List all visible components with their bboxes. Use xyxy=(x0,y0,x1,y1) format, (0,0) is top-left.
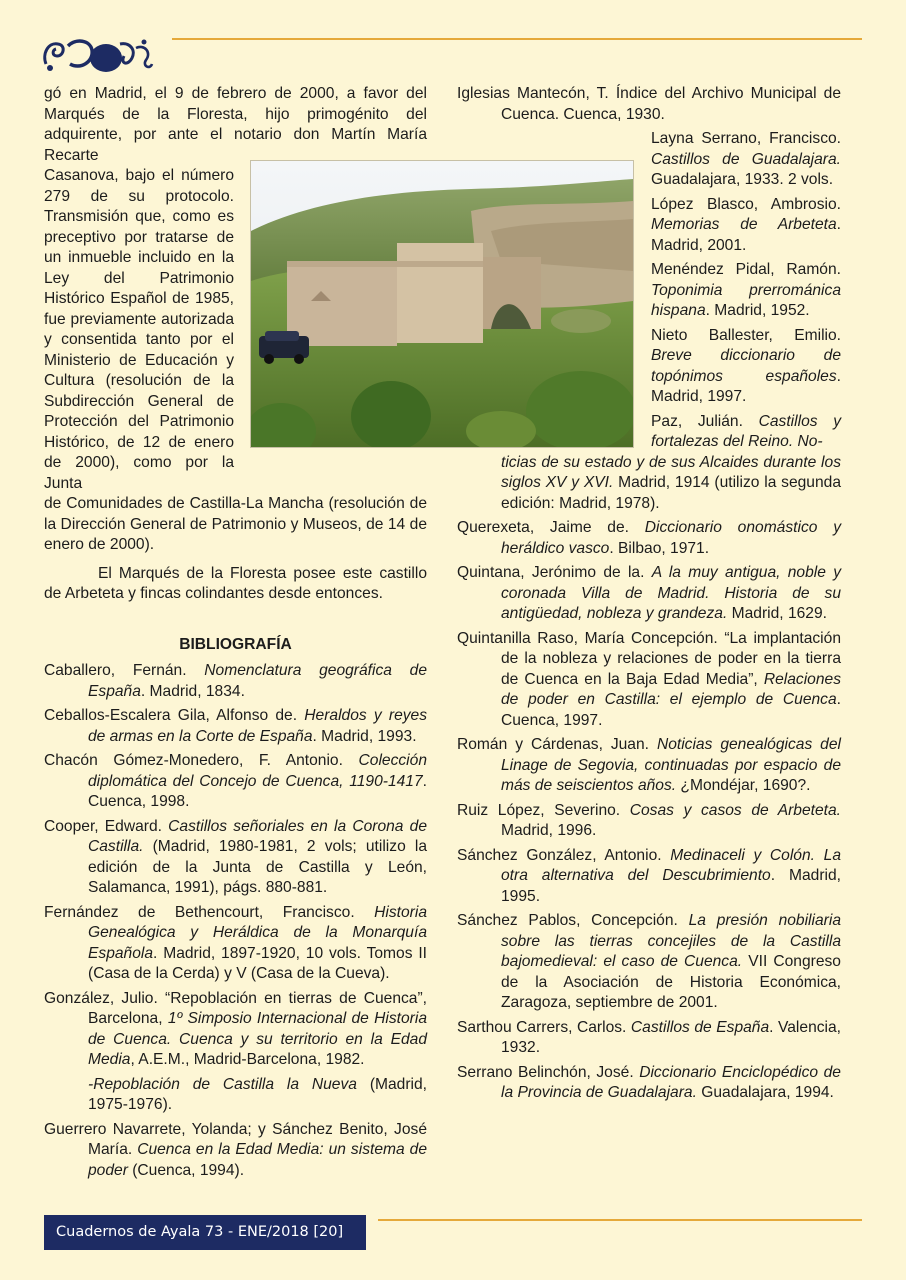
bib-entry-sub: -Repoblación de Castilla la Nueva (Madrid, 1975-1976). xyxy=(88,1075,428,1113)
bib-entry: Román y Cárdenas, Juan. Noticias genealógicas del Linage de Segovia, continuadas por espacio de más de seiscientos años. ¿Mondéjar, 1690?. xyxy=(457,736,841,794)
bibliography-title: BIBLIOGRAFÍA xyxy=(179,635,292,653)
bib-entry: Chacón Gómez-Monedero, F. Antonio. Colección diplomática del Concejo de Cuenca, 1190-1417. Cuenca, 1998. xyxy=(44,752,427,810)
bib-entry: Querexeta, Jaime de. Diccionario onomástico y heráldico vasco. Bilbao, 1971. xyxy=(457,519,841,557)
bib-entry: Ceballos-Escalera Gila, Alfonso de. Heraldos y reyes de armas en la Corte de España. Madrid, 1993. xyxy=(44,707,428,745)
bib-entry-continued: ticias de su estado y de sus Alcaides durante los siglos XV y XVI. Madrid, 1914 (utilizo la segunda edición: Madrid, 1978). xyxy=(501,453,841,512)
footer-rule xyxy=(378,1219,862,1221)
bib-entry: Quintana, Jerónimo de la. A la muy antigua, noble y coronada Villa de Madrid. Historia de su antigüedad, nobleza y grandeza. Madrid, 1629. xyxy=(457,564,841,622)
bib-entry: Cooper, Edward. Castillos señoriales en la Corona de Castilla. (Madrid, 1980-1981, 2 vols; utilizo la edición de la Junta de Castilla y León, Salamanca, 1991), págs. 880-881. xyxy=(44,817,427,896)
right-column xyxy=(457,84,841,1108)
bib-entry: Iglesias Mantecón, T. Índice del Archivo Municipal de Cuenca. Cuenca, 1930. xyxy=(457,85,841,123)
bib-entry: López Blasco, Ambrosio. Memorias de Arbeteta. Madrid, 2001. xyxy=(651,195,841,254)
bib-entry: Serrano Belinchón, José. Diccionario Enciclopédico de la Provincia de Guadalajara. Guadalajara, 1994. xyxy=(457,1063,841,1101)
footer-issue-label: Cuadernos de Ayala 73 - ENE/2018 [20] xyxy=(44,1215,366,1250)
bib-entry: Quintanilla Raso, María Concepción. “La implantación de la nobleza y relaciones de poder en la tierra de Cuenca en la Baja Edad Media”, Relaciones de poder en Castilla: el ejemplo de Cuenca. Cuenca, 1997. xyxy=(457,629,841,729)
bib-entry: Guerrero Navarrete, Yolanda; y Sánchez Benito, José María. Cuenca en la Edad Media: un sistema de poder (Cuenca, 1994). xyxy=(44,1120,427,1179)
bib-entry: Nieto Ballester, Emilio. Breve diccionario de topónimos españoles. Madrid, 1997. xyxy=(651,326,841,405)
body-paragraph-1-top: gó en Madrid, el 9 de febrero de 2000, a favor del Marqués de la Floresta, hijo primogénito del adquirente, por ante el notario don Martín María Recarte xyxy=(44,85,427,164)
body-paragraph-2: El Marqués de la Floresta posee este castillo de Arbeteta y fincas colindantes desde entonces. xyxy=(44,564,427,602)
bib-entry: Ruiz López, Severino. Cosas y casos de Arbeteta. Madrid, 1996. xyxy=(457,801,841,839)
bib-entry: Sarthou Carrers, Carlos. Castillos de España. Valencia, 1932. xyxy=(457,1018,842,1056)
bib-entry: Sánchez González, Antonio. Medinaceli y Colón. La otra alternativa del Descubrimiento. Madrid, 1995. xyxy=(457,846,841,905)
bib-entry: González, Julio. “Repoblación en tierras de Cuenca”, Barcelona, 1º Simposio Internacional de Historia de Cuenca. Cuenca y su territorio en la Edad Media, A.E.M., Madrid-Barcelona, 1982. xyxy=(44,989,427,1068)
bib-entry: Fernández de Bethencourt, Francisco. Historia Genealógica y Heráldica de la Monarquía Española. Madrid, 1897-1920, 10 vols. Tomos II (Casa de la Cerda) y V (Casa de la Cueva). xyxy=(44,903,427,982)
ornamental-knot-logo-icon xyxy=(40,34,155,76)
bib-entry: Paz, Julián. Castillos y fortalezas del Reino. No- xyxy=(651,412,841,450)
body-paragraph-1-wrapped: Casanova, bajo el número 279 de su protocolo. Transmisión que, como es preceptivo por tratarse de un inmueble incluido en la Ley del Patrimonio Histórico Español de 1985, fue previamente autorizada y consentida tanto por el Ministerio de Educación y Cultura (resolución de la Subdirección General de Protección del Patrimonio Histórico, de 12 de enero de 2000), como por la Junta xyxy=(44,167,234,492)
left-column xyxy=(44,84,427,1185)
bib-entry: Layna Serrano, Francisco. Castillos de Guadalajara. Guadalajara, 1933. 2 vols. xyxy=(651,130,841,188)
bib-entry: Menéndez Pidal, Ramón. Toponimia prerrománica hispana. Madrid, 1952. xyxy=(651,261,841,319)
bib-entry: Sánchez Pablos, Concepción. La presión nobiliaria sobre las tierras concejiles de la Castilla bajomedieval: el caso de Cuenca. VII Congreso de la Asociación de Historia Económica, Zaragoza, septiembre de 2001. xyxy=(457,912,841,1011)
bib-entry: Caballero, Fernán. Nomenclatura geográfica de España. Madrid, 1834. xyxy=(44,662,428,700)
body-paragraph-1-tail: de Comunidades de Castilla-La Mancha (resolución de la Dirección General de Patrimonio y Museos, de 14 de enero de 2000). xyxy=(44,495,427,553)
header-rule xyxy=(172,38,862,40)
